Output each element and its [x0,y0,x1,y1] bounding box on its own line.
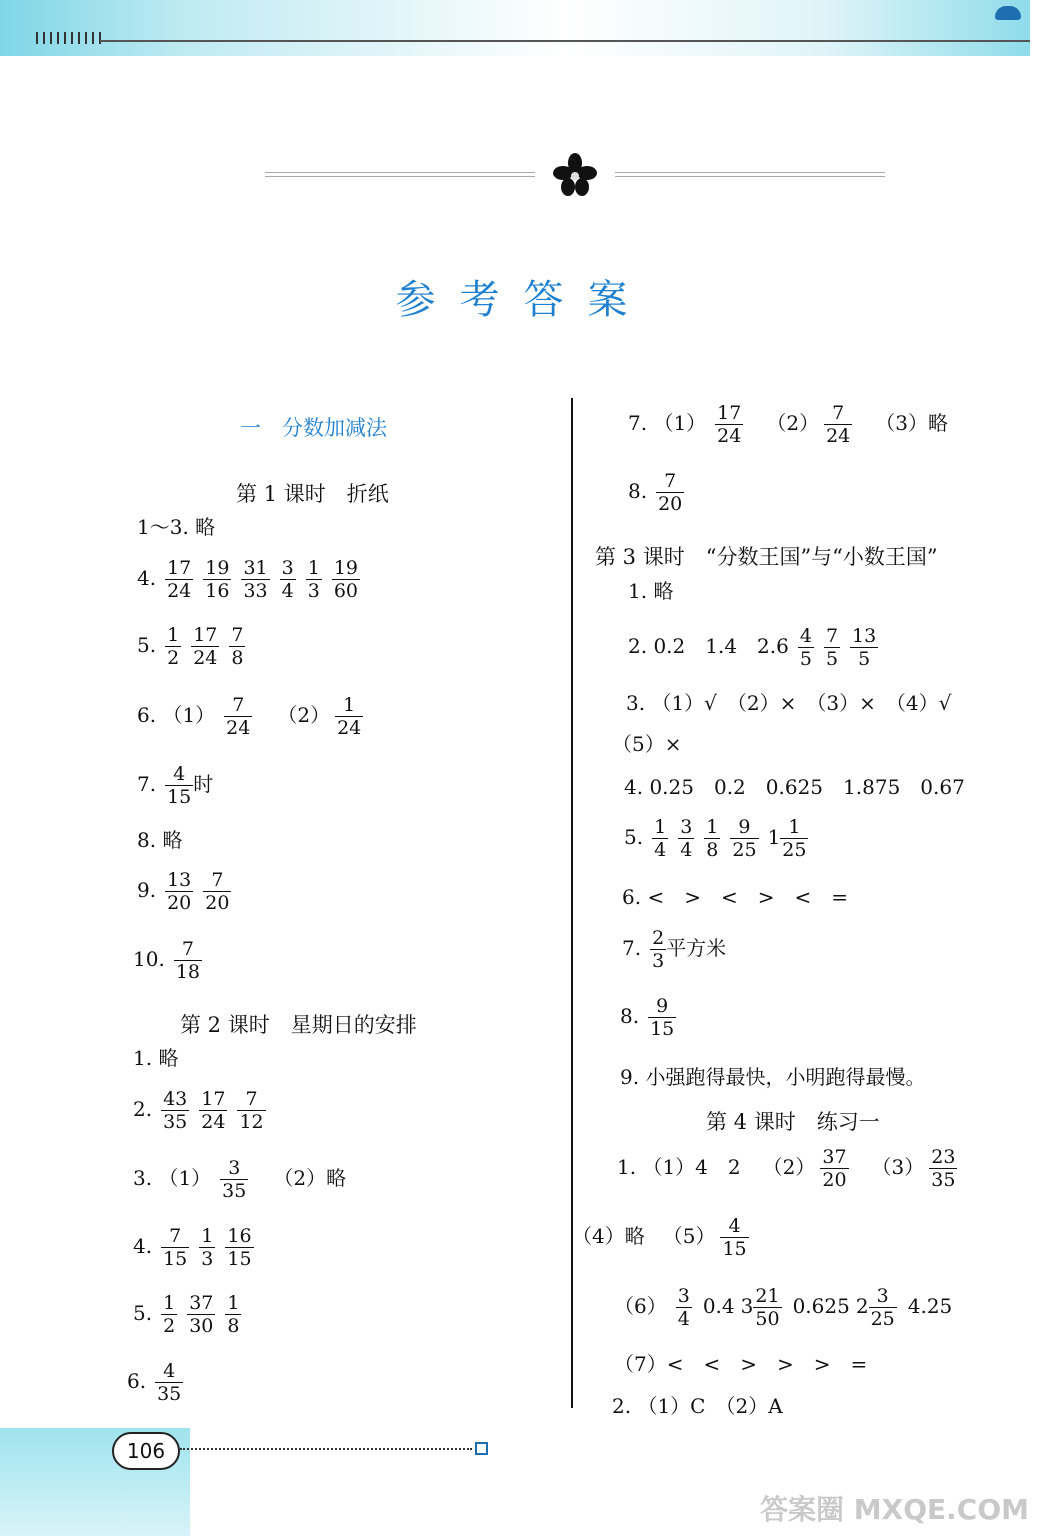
cloud-icon [995,6,1021,20]
answer-l1-7: 7. $\frac{4}{15}$ 时 [137,763,214,808]
answer-r3-3b: （5）× [612,732,682,756]
answer-l1-1: 1～3. 略 [137,515,216,539]
section-title: 一 分数加减法 [240,416,387,440]
answer-l2-2: 2. $\frac{43}{35}$ $\frac{17}{24}$ $\frac{7}{12}$ [133,1088,264,1133]
answer-r4-6: （6） $\frac{3}{4}$ 0.4 3 $\frac{21}{50}$ 0.625 2 $\frac{3}{25}$ 4.25 [614,1285,953,1330]
header-ticks [36,32,106,44]
lesson-heading-2: 第 2 课时 星期日的安排 [180,1013,417,1037]
ornament-line-left [265,172,535,177]
answer-l1-4: 4. $\frac{17}{24}$ $\frac{19}{16}$ $\frac{31}{33}$ $\frac{3}{4}$ $\frac{1}{3}$ $\frac{19}{60}$ [137,557,359,602]
answer-r3-4: 4. 0.25 0.2 0.625 1.875 0.67 [624,775,965,799]
answer-l1-8: 8. 略 [137,828,183,852]
page-title: 参考答案 [395,277,652,323]
answer-r3-6: 6. < > < > < = [622,885,848,909]
answer-l2-3: 3. （1） $\frac{3}{35}$ （2）略 [133,1157,347,1202]
answer-l2-4: 4. $\frac{7}{15}$ $\frac{1}{3}$ $\frac{16}{15}$ [133,1225,252,1270]
answer-r-7: 7. （1） $\frac{17}{24}$ （2） $\frac{7}{24}$ （3）略 [628,402,949,447]
footer-square-icon [475,1442,488,1455]
answer-r-8: 8. $\frac{7}{20}$ [628,470,683,515]
answer-r4-7: （7）< < > > > = [614,1352,868,1376]
answer-r3-1: 1. 略 [628,579,674,603]
answer-r3-2: 2. 0.2 1.4 2.6 $\frac{4}{5}$ $\frac{7}{5}$ $\frac{13}{5}$ [628,625,877,670]
answer-r3-8: 8. $\frac{9}{15}$ [620,995,675,1040]
answer-r3-3: 3. （1）√ （2）× （3）× （4）√ [626,691,952,715]
footer-dotted-line [180,1448,472,1450]
answer-r3-7: 7. $\frac{2}{3}$ 平方米 [622,927,727,972]
answer-l1-9: 9. $\frac{13}{20}$ $\frac{7}{20}$ [137,869,230,914]
answer-l2-6: 6. $\frac{4}{35}$ [127,1360,182,1405]
answer-l2-5: 5. $\frac{1}{2}$ $\frac{37}{30}$ $\frac{1}{8}$ [133,1292,240,1337]
answer-l1-10: 10. $\frac{7}{18}$ [133,938,200,983]
answer-l1-5: 5. $\frac{1}{2}$ $\frac{17}{24}$ $\frac{7}{8}$ [137,624,244,669]
answer-r4-2: 2. （1）C （2）A [612,1394,783,1418]
lesson-heading-3: 第 3 课时 “分数王国”与“小数王国” [595,545,938,569]
lesson-heading-1: 第 1 课时 折纸 [236,482,389,506]
header-rule [100,40,1030,42]
answer-l1-6: 6. （1） $\frac{7}{24}$ （2） $\frac{1}{24}$ [137,694,362,739]
answer-r3-5: 5. $\frac{1}{4}$ $\frac{3}{4}$ $\frac{1}{8}$ $\frac{9}{25}$ 1 $\frac{1}{25}$ [624,816,807,861]
flower-icon [553,153,597,197]
watermark: 答案圈 MXQE.COM [760,1493,1029,1526]
lesson-heading-4: 第 4 课时 练习一 [706,1110,880,1134]
answer-l2-1: 1. 略 [133,1046,179,1070]
answer-r3-9: 9. 小强跑得最快，小明跑得最慢。 [620,1065,926,1089]
answer-r4-1: 1. （1）4 2 （2） $\frac{37}{20}$ （3） $\frac{23}{35}$ [617,1146,956,1191]
header-band [0,0,1030,56]
ornament-line-right [615,172,885,177]
page-number: 106 [112,1432,180,1470]
answer-r4-4: （4）略 （5） $\frac{4}{15}$ [572,1215,747,1260]
